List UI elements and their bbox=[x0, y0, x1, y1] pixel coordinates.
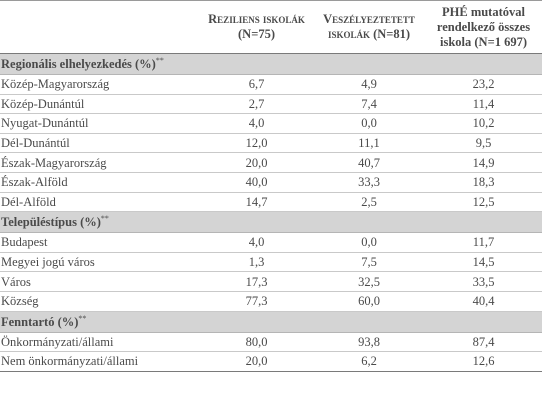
cell-endangered: 7,4 bbox=[313, 94, 425, 114]
cell-all: 9,5 bbox=[425, 133, 542, 153]
section-row-region bbox=[0, 54, 542, 75]
cell-resilient: 2,7 bbox=[200, 94, 313, 114]
row-label: Nem önkormányzati/állami bbox=[0, 352, 200, 372]
cell-endangered: 7,5 bbox=[313, 252, 425, 272]
section-title-region bbox=[0, 54, 542, 75]
cell-all: 87,4 bbox=[425, 332, 542, 352]
row-label: Közép-Magyarország bbox=[0, 75, 200, 95]
header-all-line2: rendelkező összes bbox=[436, 19, 531, 34]
cell-resilient: 77,3 bbox=[200, 291, 313, 311]
cell-all: 12,6 bbox=[425, 352, 542, 372]
section-note-maintainer: ** bbox=[78, 313, 87, 323]
cell-endangered: 32,5 bbox=[313, 272, 425, 292]
cell-all: 11,4 bbox=[425, 94, 542, 114]
cell-resilient: 80,0 bbox=[200, 332, 313, 352]
cell-resilient: 20,0 bbox=[200, 153, 313, 173]
header-endangered-line1: Veszélyeztetett bbox=[323, 12, 415, 26]
table-row bbox=[0, 272, 542, 292]
section-title-settlement bbox=[0, 212, 542, 233]
cell-all: 40,4 bbox=[425, 291, 542, 311]
section-note-settlement: ** bbox=[100, 214, 109, 223]
table-row bbox=[0, 114, 542, 134]
cell-all: 33,5 bbox=[425, 272, 542, 292]
header-endangered-line2: iskolák (N=81) bbox=[327, 27, 411, 41]
cell-resilient: 1,3 bbox=[200, 252, 313, 272]
header-resilient-line1: Reziliens iskolák bbox=[208, 12, 305, 26]
header-resilient-line2: (N=75) bbox=[238, 27, 275, 41]
cell-endangered: 0,0 bbox=[313, 114, 425, 134]
cell-all: 12,5 bbox=[425, 192, 542, 212]
cell-all: 14,5 bbox=[425, 252, 542, 272]
header-row bbox=[0, 1, 542, 54]
cell-endangered: 93,8 bbox=[313, 332, 425, 352]
section-note-region: ** bbox=[155, 55, 164, 65]
cell-all: 14,9 bbox=[425, 153, 542, 173]
cell-all: 18,3 bbox=[425, 172, 542, 192]
cell-endangered: 4,9 bbox=[313, 75, 425, 95]
header-all-line1: PHÉ mutatóval bbox=[442, 4, 525, 19]
cell-resilient: 14,7 bbox=[200, 192, 313, 212]
cell-endangered: 6,2 bbox=[313, 352, 425, 372]
cell-endangered: 0,0 bbox=[313, 233, 425, 253]
cell-endangered: 11,1 bbox=[313, 133, 425, 153]
table-row bbox=[0, 75, 542, 95]
table-row bbox=[0, 332, 542, 352]
cell-resilient: 6,7 bbox=[200, 75, 313, 95]
row-label: Megyei jogú város bbox=[0, 252, 200, 272]
cell-resilient: 4,0 bbox=[200, 114, 313, 134]
cell-resilient: 20,0 bbox=[200, 352, 313, 372]
row-label: Dél-Alföld bbox=[0, 192, 200, 212]
cell-resilient: 40,0 bbox=[200, 172, 313, 192]
section-row-maintainer bbox=[0, 311, 542, 332]
table-row bbox=[0, 133, 542, 153]
table-row bbox=[0, 352, 542, 372]
row-label: Közép-Dunántúl bbox=[0, 94, 200, 114]
cell-all: 23,2 bbox=[425, 75, 542, 95]
header-all-line3: iskola (N=1 697) bbox=[440, 34, 527, 49]
table-row bbox=[0, 94, 542, 114]
row-label: Nyugat-Dunántúl bbox=[0, 114, 200, 134]
section-title-settlement-text: Településtípus (%) bbox=[1, 215, 101, 230]
section-title-region-text: Regionális elhelyezkedés (%) bbox=[1, 57, 156, 71]
table-row bbox=[0, 172, 542, 192]
row-label: Dél-Dunántúl bbox=[0, 133, 200, 153]
row-label: Önkormányzati/állami bbox=[0, 332, 200, 352]
header-all-schools bbox=[425, 1, 542, 54]
cell-all: 10,2 bbox=[425, 114, 542, 134]
cell-endangered: 2,5 bbox=[313, 192, 425, 212]
row-label: Észak-Magyarország bbox=[0, 153, 200, 173]
table-row bbox=[0, 291, 542, 311]
section-title-maintainer-text: Fenntartó (%) bbox=[1, 314, 79, 329]
table-row bbox=[0, 153, 542, 173]
cell-all: 11,7 bbox=[425, 233, 542, 253]
cell-resilient: 17,3 bbox=[200, 272, 313, 292]
header-resilient-schools bbox=[200, 1, 313, 54]
cell-endangered: 60,0 bbox=[313, 291, 425, 311]
table-row bbox=[0, 252, 542, 272]
cell-resilient: 12,0 bbox=[200, 133, 313, 153]
table-row bbox=[0, 233, 542, 253]
cell-endangered: 33,3 bbox=[313, 172, 425, 192]
section-title-maintainer bbox=[0, 311, 542, 332]
row-label: Város bbox=[0, 272, 200, 292]
section-row-settlement bbox=[0, 212, 542, 233]
cell-endangered: 40,7 bbox=[313, 153, 425, 173]
header-empty-cell bbox=[0, 1, 200, 54]
table-row bbox=[0, 192, 542, 212]
cell-resilient: 4,0 bbox=[200, 233, 313, 253]
row-label: Budapest bbox=[0, 233, 200, 253]
header-endangered-schools bbox=[313, 1, 425, 54]
row-label: Észak-Alföld bbox=[0, 172, 200, 192]
row-label: Község bbox=[0, 291, 200, 311]
